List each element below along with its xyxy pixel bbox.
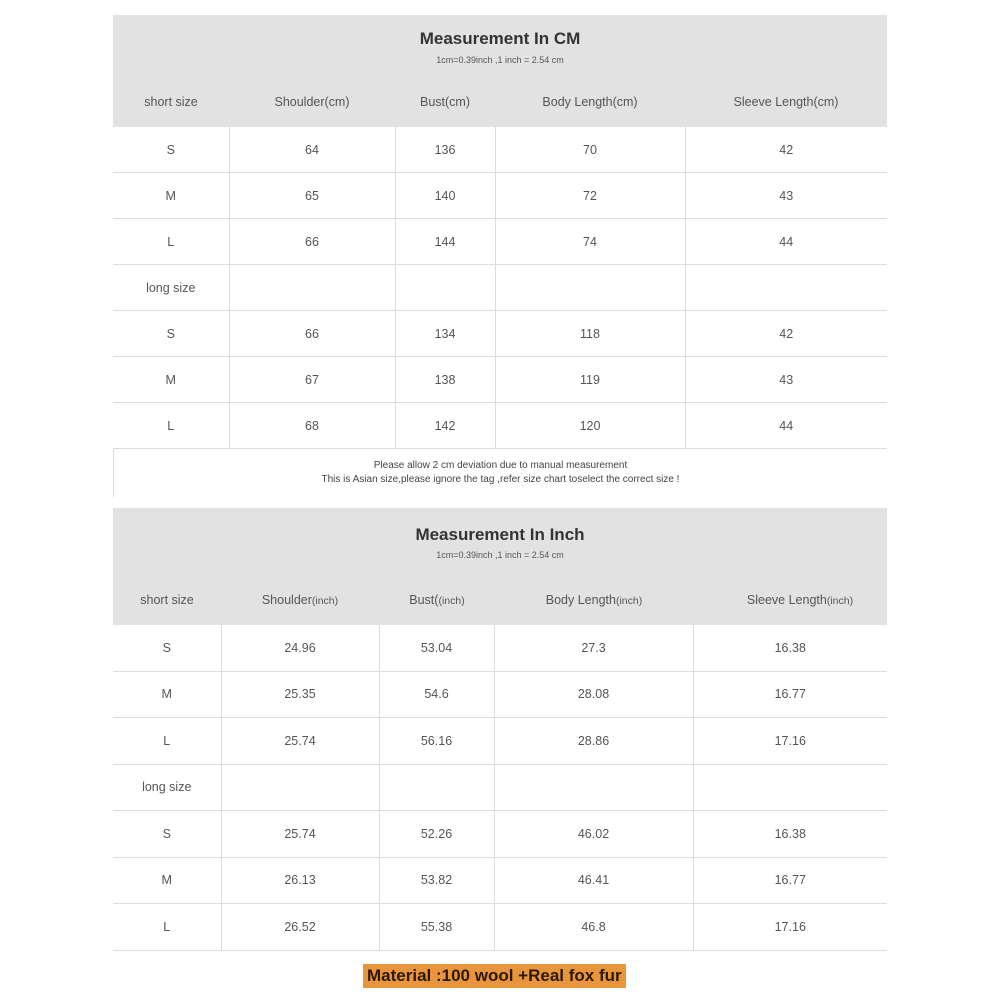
inch-chart-subtitle: 1cm=0.39inch ,1 inch = 2.54 cm [436,550,564,560]
cm-chart-subtitle: 1cm=0.39inch ,1 inch = 2.54 cm [436,55,564,65]
body-length-cell: 46.02 [494,811,693,858]
cm-chart-title: Measurement In CM [419,29,581,48]
sleeve-length-cell: 16.77 [693,671,887,718]
shoulder-cell: 66 [229,219,395,265]
sleeve-length-cell: 16.38 [693,625,887,671]
cm-header-size: short size [144,95,198,109]
sleeve-length-cell: 16.38 [693,811,887,858]
shoulder-cell: 24.96 [221,625,379,671]
table-row [113,718,887,765]
bust-cell: 138 [395,357,495,403]
bust-cell: 142 [395,403,495,449]
cm-size-chart [113,15,887,497]
asian-size-note: This is Asian size,please ignore the tag ,refer size chart toselect the correct size ! [321,474,680,485]
inch-header-bust-label: Bust( [409,593,439,607]
inch-header-shoulder-label: Shoulder [261,593,312,607]
bust-cell: 54.6 [379,671,494,718]
shoulder-cell: 64 [229,127,395,173]
sleeve-length-cell: 16.77 [693,857,887,904]
table-row [113,811,887,858]
bust-cell [395,265,495,311]
inch-size-table [113,625,887,951]
size-cell: L [113,718,221,765]
body-length-cell [495,265,685,311]
inch-chart-title: Measurement In Inch [415,525,585,544]
body-length-cell: 118 [495,311,685,357]
inch-header-sleeve-length [693,593,907,607]
body-length-cell: 46.8 [494,904,693,951]
shoulder-cell [229,265,395,311]
body-length-cell: 70 [495,127,685,173]
size-cell: M [113,357,229,403]
bust-cell: 56.16 [379,718,494,765]
shoulder-cell: 68 [229,403,395,449]
table-row [113,625,887,671]
size-cell: L [113,219,229,265]
sleeve-length-cell: 44 [685,403,887,449]
size-cell: M [113,857,221,904]
cm-header-bust: Bust(cm) [420,95,470,109]
table-row [113,403,887,449]
body-length-cell: 74 [495,219,685,265]
inch-header-sleeve-length-unit: (inch) [826,595,854,607]
table-row [113,173,887,219]
sleeve-length-cell: 42 [685,311,887,357]
bust-cell: 134 [395,311,495,357]
size-cell: S [113,311,229,357]
table-row [113,357,887,403]
size-cell: S [113,127,229,173]
sleeve-length-cell [685,265,887,311]
material-banner: Material :100 wool +Real fox fur [363,964,626,988]
body-length-cell: 28.08 [494,671,693,718]
cm-size-table [113,127,887,449]
table-row [113,311,887,357]
inch-header-body-length-unit: (inch) [615,595,643,607]
sleeve-length-cell: 43 [685,173,887,219]
shoulder-cell [221,764,379,811]
table-row [113,671,887,718]
bust-cell: 140 [395,173,495,219]
inch-header-shoulder-unit: (inch) [311,595,339,607]
body-length-cell [494,764,693,811]
shoulder-cell: 65 [229,173,395,219]
bust-cell [379,764,494,811]
size-group-label: long size [113,265,229,311]
sleeve-length-cell: 17.16 [693,904,887,951]
inch-header-body-length-label: Body Length [545,593,616,607]
inch-header-sleeve-length-label: Sleeve Length [746,593,827,607]
shoulder-cell: 26.52 [221,904,379,951]
sleeve-length-cell: 17.16 [693,718,887,765]
bust-cell: 52.26 [379,811,494,858]
body-length-cell: 120 [495,403,685,449]
bust-cell: 53.04 [379,625,494,671]
shoulder-cell: 25.35 [221,671,379,718]
body-length-cell: 28.86 [494,718,693,765]
inch-header-shoulder [221,593,379,607]
inch-header-body-length [495,593,693,607]
bust-cell: 144 [395,219,495,265]
sleeve-length-cell: 43 [685,357,887,403]
table-row [113,857,887,904]
body-length-cell: 119 [495,357,685,403]
bust-cell: 55.38 [379,904,494,951]
deviation-note: Please allow 2 cm deviation due to manual measurement [373,460,628,471]
size-cell: S [113,811,221,858]
sleeve-length-cell: 44 [685,219,887,265]
shoulder-cell: 25.74 [221,811,379,858]
size-cell: L [113,904,221,951]
shoulder-cell: 26.13 [221,857,379,904]
sleeve-length-cell: 42 [685,127,887,173]
shoulder-cell: 25.74 [221,718,379,765]
table-row [113,127,887,173]
cm-chart-header [113,15,887,127]
cm-header-sleeve-length: Sleeve Length(cm) [733,95,839,109]
sleeve-length-cell [693,764,887,811]
shoulder-cell: 67 [229,357,395,403]
inch-header-size: short size [140,593,194,607]
inch-size-chart [113,508,887,951]
bust-cell: 136 [395,127,495,173]
size-cell: L [113,403,229,449]
measurement-notes [113,449,887,497]
body-length-cell: 72 [495,173,685,219]
bust-cell: 53.82 [379,857,494,904]
cm-header-shoulder: Shoulder(cm) [274,95,350,109]
table-row [113,265,887,311]
shoulder-cell: 66 [229,311,395,357]
inch-header-bust [379,593,495,607]
body-length-cell: 27.3 [494,625,693,671]
table-row [113,904,887,951]
table-row [113,219,887,265]
size-cell: M [113,173,229,219]
size-cell: S [113,625,221,671]
size-cell: M [113,671,221,718]
table-row [113,764,887,811]
cm-header-body-length: Body Length(cm) [542,95,638,109]
inch-chart-header [113,508,887,625]
body-length-cell: 46.41 [494,857,693,904]
size-group-label: long size [113,764,221,811]
inch-header-bust-unit: (inch) [438,595,465,607]
